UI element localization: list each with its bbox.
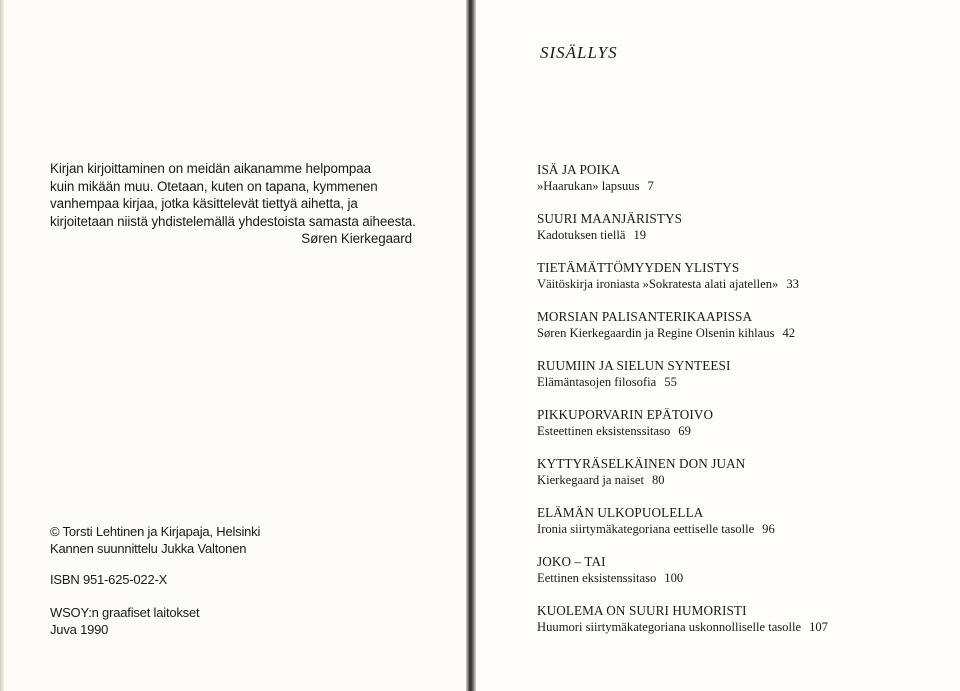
- chapter-subtitle: Esteettinen eksistenssitaso: [537, 424, 671, 438]
- page-number: 33: [786, 277, 799, 291]
- chapter-subtitle: Eettinen eksistenssitaso: [537, 571, 657, 585]
- toc-entry: [537, 162, 654, 195]
- chapter-heading: TIETÄMÄTTÖMYYDEN YLISTYS: [537, 260, 740, 275]
- chapter-subtitle: Kierkegaard ja naiset: [537, 473, 644, 487]
- printer-name: WSOY:n graafiset laitokset: [50, 605, 200, 620]
- page-number: 80: [652, 473, 665, 487]
- toc-entry: [537, 407, 713, 440]
- chapter-subtitle: Kadotuksen tiellä: [537, 228, 626, 242]
- chapter-heading: SUURI MAANJÄRISTYS: [537, 211, 683, 226]
- toc-entry: [537, 309, 795, 342]
- printer-place-year: Juva 1990: [50, 622, 109, 637]
- epigraph-line: vanhempaa kirjaa, jotka käsittelevät tiettyä aihetta, ja: [50, 196, 358, 212]
- toc-entry: [537, 554, 683, 587]
- copyright-block: [50, 523, 260, 557]
- toc-entry: [537, 603, 828, 636]
- chapter-subtitle: Huumori siirtymäkategoriana uskonnolliselle tasolle: [537, 620, 802, 634]
- chapter-subtitle: Väitöskirja ironiasta »Sokratesta alati ajatellen»: [537, 277, 779, 291]
- epigraph-line: Kirjan kirjoittaminen on meidän aikanamme helpompaa: [50, 161, 371, 176]
- chapter-heading: PIKKUPORVARIN EPÄTOIVO: [537, 407, 714, 422]
- epigraph-line: kirjoitetaan niistä yhdistelemällä yhdestoista samasta aiheesta.: [50, 213, 416, 229]
- epigraph-line: kuin mikään muu. Otetaan, kuten on tapana, kymmenen: [50, 178, 378, 194]
- chapter-subtitle: Søren Kierkegaardin ja Regine Olsenin kihlaus: [537, 326, 775, 340]
- chapter-subtitle: Elämäntasojen filosofia: [537, 375, 657, 389]
- epigraph: [50, 160, 430, 248]
- printer-block: [50, 604, 199, 638]
- toc-entry: [537, 211, 682, 244]
- left-page: [0, 0, 466, 691]
- page-number: 107: [809, 620, 828, 634]
- toc-entry: [537, 260, 799, 293]
- page-number: 19: [633, 228, 647, 242]
- book-spine: [466, 0, 476, 691]
- toc-entry: [537, 505, 775, 538]
- page-edge-shadow: [0, 0, 4, 691]
- isbn-block: [50, 571, 167, 588]
- chapter-heading: ISÄ JA POIKA: [537, 162, 621, 177]
- chapter-heading: KYTTYRÄSELKÄINEN DON JUAN: [537, 456, 746, 471]
- page-number: 42: [782, 326, 796, 340]
- chapter-heading: RUUMIIN JA SIELUN SYNTEESI: [537, 358, 731, 373]
- chapter-heading: JOKO – TAI: [537, 554, 606, 569]
- chapter-subtitle: »Haarukan» lapsuus: [537, 179, 640, 193]
- epigraph-author: Søren Kierkegaard: [301, 231, 412, 247]
- chapter-heading: KUOLEMA ON SUURI HUMORISTI: [537, 603, 747, 618]
- toc-entry: [537, 456, 745, 489]
- toc-title: SISÄLLYS: [540, 43, 618, 62]
- cover-design-line: Kannen suunnittelu Jukka Valtonen: [50, 541, 247, 556]
- chapter-heading: MORSIAN PALISANTERIKAAPISSA: [537, 309, 753, 324]
- page-number: 69: [678, 424, 691, 438]
- page-number: 55: [664, 375, 677, 389]
- toc-entry: [537, 358, 730, 391]
- isbn: ISBN 951-625-022-X: [50, 572, 168, 587]
- chapter-heading: ELÄMÄN ULKOPUOLELLA: [537, 505, 704, 520]
- copyright-line: © Torsti Lehtinen ja Kirjapaja, Helsinki: [50, 524, 261, 539]
- right-page: [476, 0, 960, 691]
- page-number: 96: [762, 522, 775, 536]
- chapter-subtitle: Ironia siirtymäkategoriana eettiselle tasolle: [537, 522, 755, 536]
- page-number: 100: [664, 571, 684, 585]
- page-number: 7: [647, 179, 654, 193]
